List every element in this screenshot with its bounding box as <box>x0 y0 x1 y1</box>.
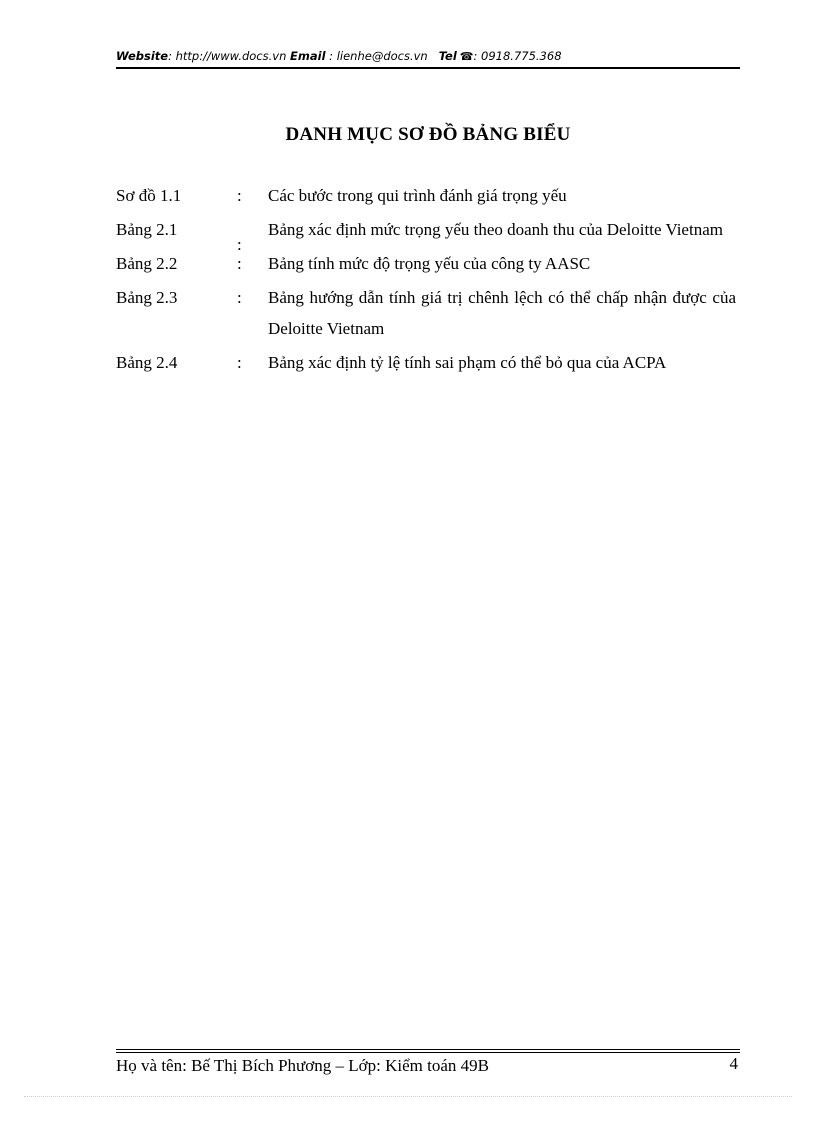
website-label: Website <box>116 49 169 63</box>
toc-item-code: Bảng 2.2 <box>116 254 178 273</box>
toc-item-colon: : <box>237 288 242 307</box>
page-header <box>116 47 740 69</box>
page-number: 4 <box>729 1054 738 1073</box>
toc-item-description: Các bước trong qui trình đánh giá trọng yếu <box>268 186 567 205</box>
toc-item-description: Bảng xác định mức trọng yếu theo doanh thu của Deloitte Vietnam <box>268 220 723 239</box>
tel-label: Tel <box>438 49 457 63</box>
toc-item-code: Bảng 2.1 <box>116 220 178 239</box>
footer-divider <box>116 1052 740 1053</box>
footer-author-line: Họ và tên: Bế Thị Bích Phương – Lớp: Kiểm toán 49B <box>116 1056 489 1075</box>
page-bottom-border <box>24 1096 792 1097</box>
telephone-icon: ☎ <box>459 50 474 63</box>
footer-divider <box>116 1049 740 1050</box>
toc-item <box>116 248 736 279</box>
table-of-figures <box>116 180 736 378</box>
toc-item <box>116 180 736 211</box>
toc-item-code: Sơ đồ 1.1 <box>116 186 182 205</box>
toc-item-colon: : <box>237 254 242 273</box>
toc-item <box>116 347 736 378</box>
tel-number: : 0918.775.368 <box>473 49 562 63</box>
toc-item-colon: : <box>237 186 242 205</box>
toc-item <box>116 214 736 254</box>
email-label: Email <box>290 49 326 63</box>
toc-item-description: Bảng xác định tỷ lệ tính sai phạm có thể bỏ qua của ACPA <box>268 353 667 372</box>
toc-item-code: Bảng 2.4 <box>116 353 178 372</box>
toc-item-description: Bảng tính mức độ trọng yếu của công ty AASC <box>268 254 591 273</box>
toc-item-colon: : <box>237 353 242 372</box>
toc-item <box>116 282 736 344</box>
toc-item-colon: : <box>237 235 242 254</box>
toc-item-description: Bảng hướng dẫn tính giá trị chênh lệch có thể chấp nhận được của Deloitte Vietnam <box>268 288 736 338</box>
page-title: DANH MỤC SƠ ĐỒ BẢNG BIỂU <box>285 124 571 145</box>
website-url: : http://www.docs.vn <box>168 49 287 63</box>
toc-item-code: Bảng 2.3 <box>116 288 178 307</box>
email-address: : lienhe@docs.vn <box>325 49 428 63</box>
